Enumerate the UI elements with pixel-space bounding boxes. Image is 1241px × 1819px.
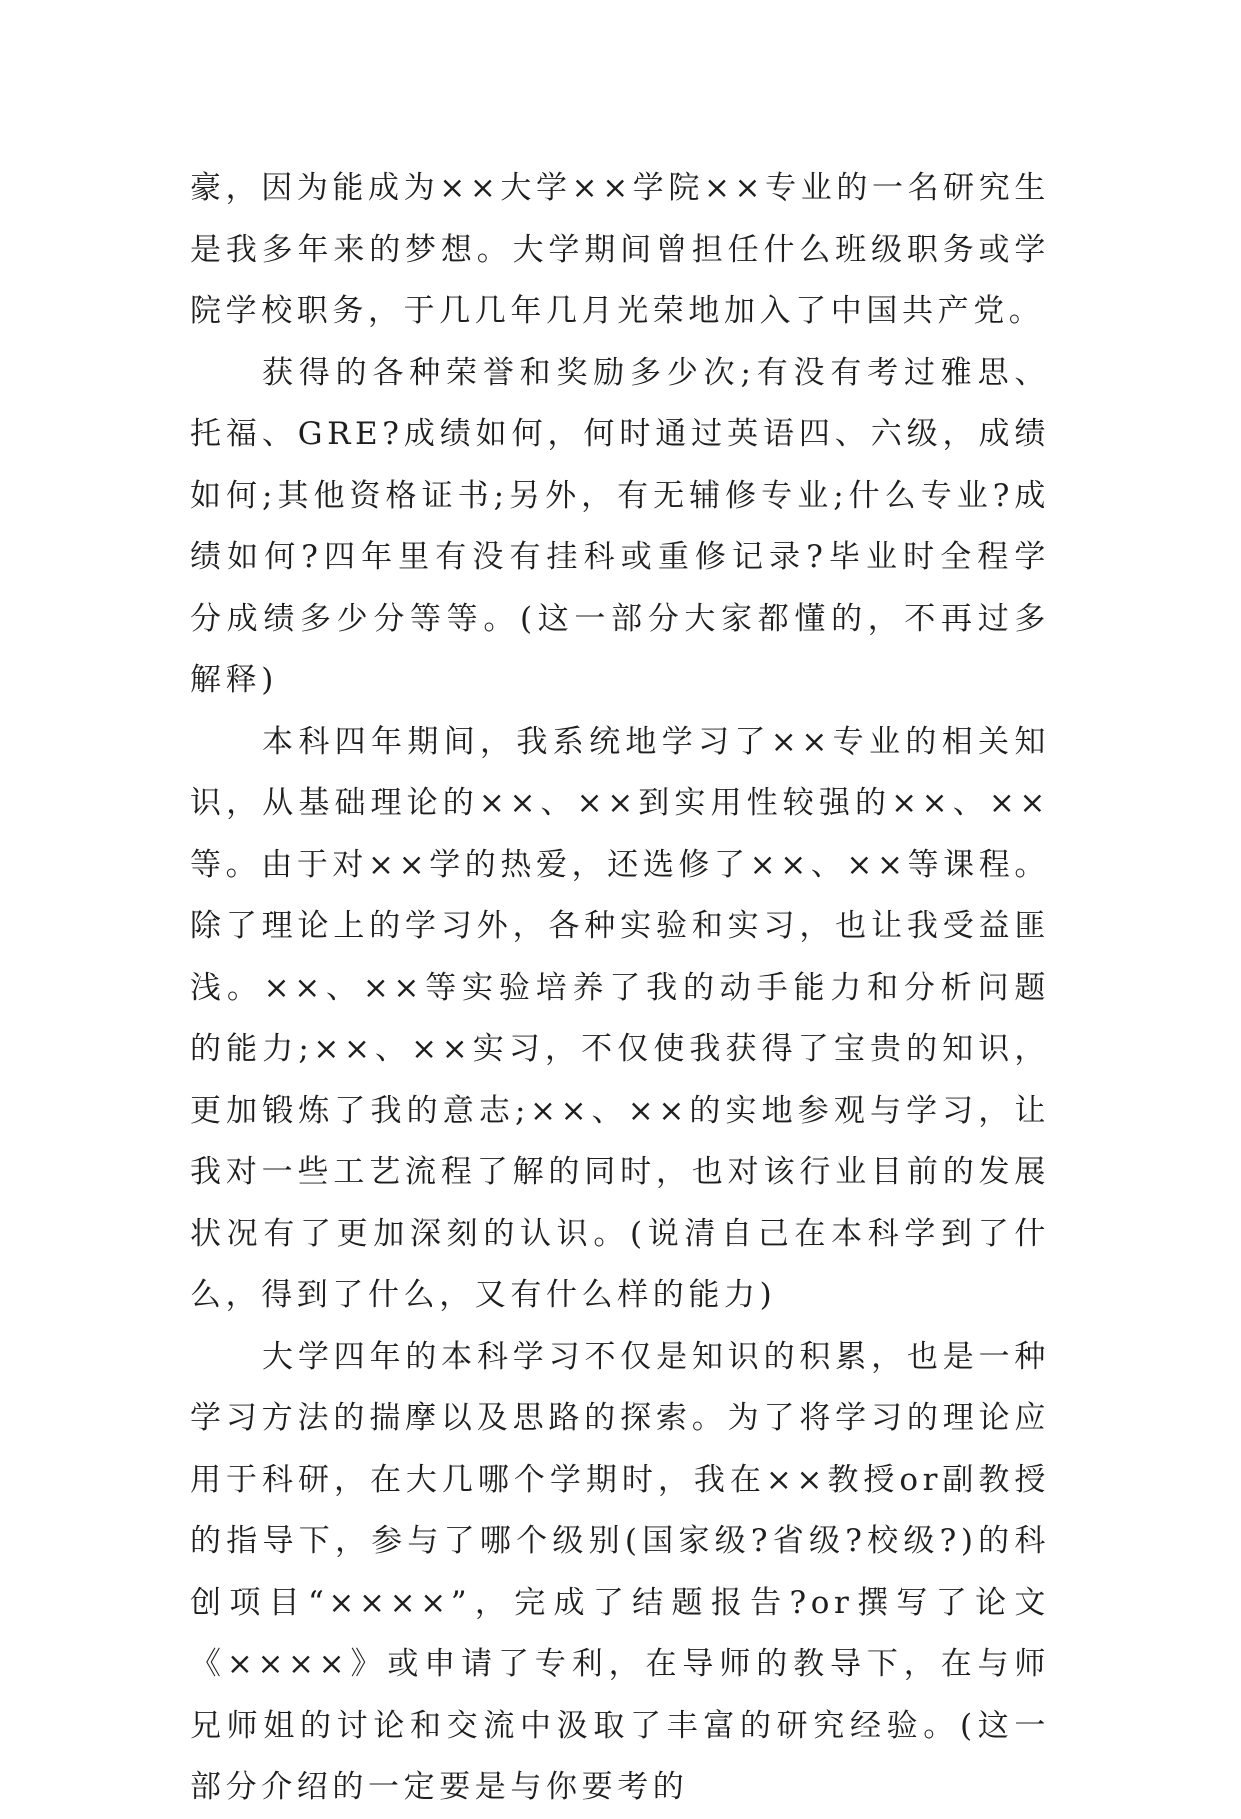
document-body bbox=[190, 158, 1050, 1819]
paragraph-honors: 获得的各种荣誉和奖励多少次;有没有考过雅思、托福、GRE?成绩如何，何时通过英语四、六级，成绩如何;其他资格证书;另外，有无辅修专业;什么专业?成绩如何?四年里有没有挂科或重修记录?毕业时全程学分成绩多少分等等。(这一部分大家都懂的，不再过多解释) bbox=[190, 354, 1050, 698]
paragraph-undergrad-study: 本科四年期间，我系统地学习了××专业的相关知识，从基础理论的××、××到实用性较强的××、××等。由于对××学的热爱，还选修了××、××等课程。除了理论上的学习外，各种实验和实习，也让我受益匪浅。××、××等实验培养了我的动手能力和分析问题的能力;××、××实习，不仅使我获得了宝贵的知识，更加锻炼了我的意志;××、××的实地参观与学习，让我对一些工艺流程了解的同时，也对该行业目前的发展状况有了更加深刻的认识。(说清自己在本科学到了什么，得到了什么，又有什么样的能力) bbox=[190, 723, 1050, 1313]
paragraph-research: 大学四年的本科学习不仅是知识的积累，也是一种学习方法的揣摩以及思路的探索。为了将学习的理论应用于科研，在大几哪个学期时，我在××教授or副教授的指导下，参与了哪个级别(国家级?省级?校级?)的科创项目“××××”，完成了结题报告?or撰写了论文《××××》或申请了专利，在导师的教导下，在与师兄师姐的讨论和交流中汲取了丰富的研究经验。(这一部分介绍的一定要是与你要考的 bbox=[190, 1338, 1050, 1805]
paragraph-continued: 豪，因为能成为××大学××学院××专业的一名研究生是我多年来的梦想。大学期间曾担任什么班级职务或学院学校职务，于几几年几月光荣地加入了中国共产党。 bbox=[190, 170, 1050, 329]
